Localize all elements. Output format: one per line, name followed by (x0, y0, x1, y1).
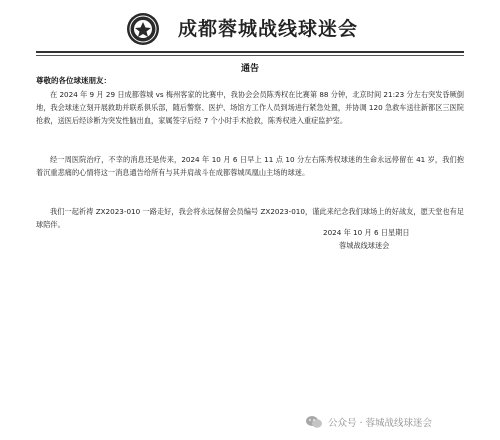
salutation: 尊敬的各位球迷朋友： (36, 76, 111, 85)
wechat-icon (305, 415, 323, 429)
notice-title: 通告 (240, 64, 259, 74)
organization-name: 成都蓉城战线球迷会 (178, 18, 359, 40)
letterhead (0, 0, 500, 56)
notice-signoff: 蓉城战线球迷会 (339, 241, 390, 250)
header-divider-thin (36, 55, 464, 56)
club-emblem-icon (126, 12, 160, 46)
notice-paragraph: 在 2024 年 9 月 29 日成都蓉城 vs 梅州客家的比赛中，我协会会员陈秀权在比赛第 88 分钟，北京时间 21:23 分左右突发昏厥倒地，我会球迷立刻开展救助并联系俱乐部，随后警察、医护、场馆方工作人员到场进行紧急处置，并协调 120 急救车送往新都区三医院抢救，送医后经诊断为突发性脑出血，家属签字后经 7 个小时手术抢救，陈秀权进入重症监护室。 (36, 90, 464, 125)
watermark-text: 公众号 · 蓉城战线球迷会 (328, 418, 433, 429)
notice-date: 2024 年 10 月 6 日星期日 (323, 228, 410, 237)
header-divider-thick (36, 51, 464, 53)
watermark (305, 415, 432, 429)
notice-paragraph: 经一周医院治疗，不幸的消息还是传来，2024 年 10 月 6 日早上 11 点 10 分左右陈秀权球迷的生命永远停留在 41 岁，我们抱着沉重悲痛的心情将这一消息通告给所有与其并肩战斗在成都蓉城凤凰山主场的球迷。 (36, 155, 464, 177)
notice-paragraph: 我们一起祈祷 ZX2023-010 一路走好，我会将永远保留会员编号 ZX2023-010，谨此来纪念我们球场上的好战友，愿天堂也有足球陪伴。 (36, 207, 464, 229)
